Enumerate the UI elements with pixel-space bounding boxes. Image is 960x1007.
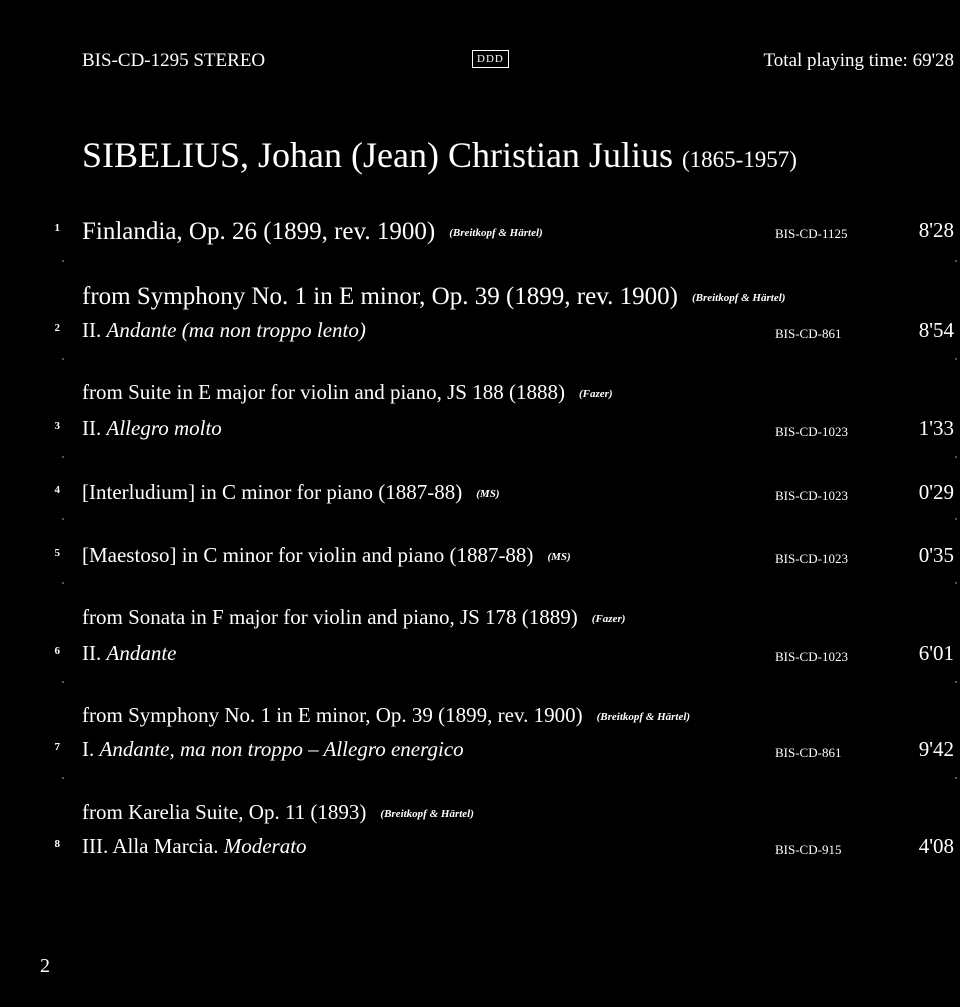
divider-dot [955, 582, 957, 584]
divider-dot [62, 358, 64, 360]
catalog-number: BIS-CD-1023 [775, 649, 848, 664]
work-title: [Interludium] in C minor for piano (1887-88) [82, 480, 463, 504]
track-number: 6 [54, 645, 60, 657]
movement-number: III. Alla Marcia. [82, 834, 224, 858]
movement [82, 641, 176, 666]
divider-dot [62, 681, 64, 683]
total-playing-time: Total playing time: 69'28 [763, 50, 954, 71]
catalog-number: BIS-CD-861 [775, 326, 842, 341]
track-duration: 9'42 [918, 737, 954, 761]
catalog-number: BIS-CD-915 [775, 842, 842, 857]
from-work [82, 605, 625, 630]
divider-dot [955, 260, 957, 262]
from-work [82, 703, 690, 728]
movement-tempo: Andante, ma non troppo – Allegro energico [99, 737, 464, 761]
movement [82, 737, 464, 762]
track-number: 5 [54, 547, 60, 559]
from-work-title: from Symphony No. 1 in E minor, Op. 39 (1899, rev. 1900) [82, 283, 678, 310]
divider-dot [955, 518, 957, 520]
divider-dot [62, 260, 64, 262]
track-duration: 1'33 [918, 416, 954, 440]
divider-dot [62, 582, 64, 584]
publisher: (Fazer) [578, 388, 613, 401]
track-number: 4 [54, 484, 60, 496]
from-work [82, 380, 613, 405]
catalogue-stereo: BIS-CD-1295 STEREO [82, 50, 266, 71]
publisher: (Breitkopf & Härtel) [596, 711, 691, 724]
movement-number: II. [82, 641, 107, 665]
divider-dot [955, 456, 957, 458]
from-work-title: from Karelia Suite, Op. 11 (1893) [82, 800, 367, 824]
publisher: (MS) [547, 551, 571, 564]
track-number: 8 [54, 838, 60, 850]
publisher: (MS) [476, 488, 500, 501]
movement-number: II. [82, 318, 107, 342]
divider-dot [62, 456, 64, 458]
divider-dot [62, 518, 64, 520]
movement-number: II. [82, 416, 107, 440]
catalog-number: BIS-CD-1023 [775, 488, 848, 503]
movement [82, 318, 366, 343]
from-work-title: from Suite in E major for violin and piano, JS 188 (1888) [82, 380, 565, 404]
from-work-title: from Symphony No. 1 in E minor, Op. 39 (1899, rev. 1900) [82, 703, 583, 727]
composer-name: SIBELIUS, Johan (Jean) Christian Julius [82, 135, 673, 175]
movement-tempo: Allegro molto [106, 416, 222, 440]
catalog-number: BIS-CD-1023 [775, 551, 848, 566]
divider-dot [955, 358, 957, 360]
movement [82, 416, 222, 441]
track-number: 1 [54, 222, 60, 234]
movement-tempo: Moderato [223, 834, 307, 858]
movement [82, 834, 307, 859]
publisher: (Breitkopf & Härtel) [449, 227, 543, 240]
page-number: 2 [40, 955, 50, 977]
publisher: (Breitkopf & Härtel) [691, 292, 786, 305]
track-title [82, 480, 500, 505]
catalog-number: BIS-CD-861 [775, 745, 842, 760]
from-work [82, 283, 785, 311]
track-duration: 0'29 [918, 480, 954, 504]
track-duration: 8'54 [918, 318, 954, 342]
movement-tempo: Andante (ma non troppo lento) [106, 318, 366, 342]
from-work [82, 800, 474, 825]
work-title: Finlandia, Op. 26 (1899, rev. 1900) [82, 218, 436, 245]
work-title: [Maestoso] in C minor for violin and piano (1887-88) [82, 543, 534, 567]
divider-dot [62, 777, 64, 779]
catalog-number: BIS-CD-1023 [775, 424, 848, 439]
divider-dot [955, 777, 957, 779]
track-title [82, 218, 543, 246]
track-number: 3 [54, 420, 60, 432]
track-title [82, 543, 571, 568]
track-duration: 0'35 [918, 543, 954, 567]
track-duration: 6'01 [918, 641, 954, 665]
from-work-title: from Sonata in F major for violin and piano, JS 178 (1889) [82, 605, 578, 629]
ddd-badge: DDD [472, 50, 509, 68]
track-number: 2 [54, 322, 60, 334]
publisher: (Fazer) [591, 613, 626, 626]
catalog-number: BIS-CD-1125 [775, 226, 848, 241]
composer-years: (1865-1957) [681, 147, 797, 172]
track-duration: 4'08 [918, 834, 954, 858]
composer-title [82, 134, 797, 176]
track-duration: 8'28 [918, 218, 954, 242]
movement-tempo: Andante [106, 641, 177, 665]
divider-dot [955, 681, 957, 683]
movement-number: I. [82, 737, 100, 761]
track-number: 7 [54, 741, 60, 753]
publisher: (Breitkopf & Härtel) [380, 808, 474, 821]
